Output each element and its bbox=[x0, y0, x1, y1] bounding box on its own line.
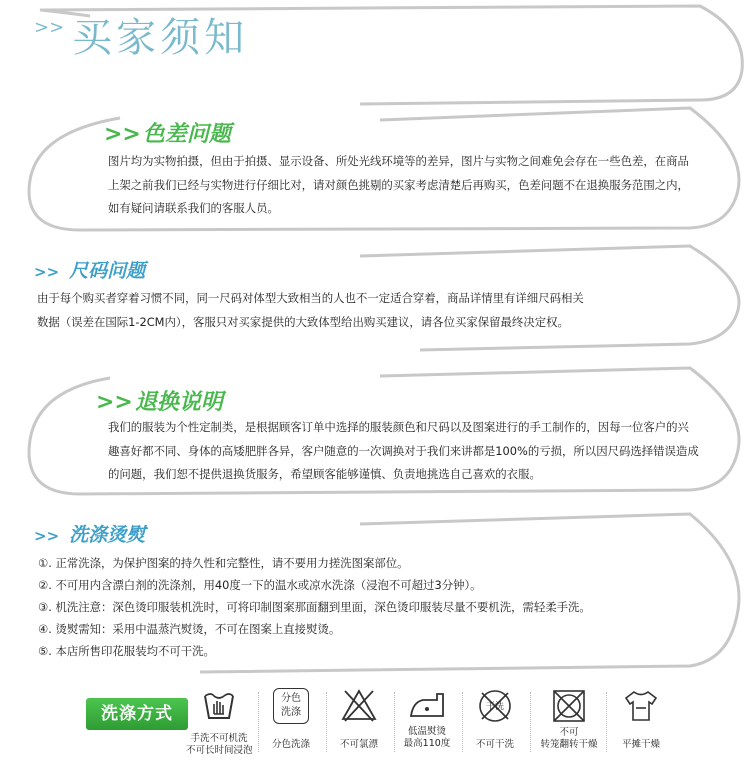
hand-wash-icon bbox=[202, 688, 236, 722]
wash-item-iron bbox=[394, 688, 460, 750]
section-title-text: 洗涤烫熨 bbox=[69, 524, 146, 546]
section-arrow-icon: >> bbox=[34, 263, 60, 281]
text-line: ③. 机洗注意：深色烫印服装机洗时，可将印制图案那面翻到里面，深色烫印服装尽量不要机洗，需轻柔手洗。 bbox=[38, 600, 591, 614]
section-title-size bbox=[34, 256, 145, 283]
wash-item-hand-wash bbox=[186, 688, 252, 757]
divider bbox=[606, 692, 607, 752]
wash-method-badge: 洗涤方式 bbox=[86, 698, 188, 730]
wash-item-label: 分色洗涤 bbox=[271, 739, 310, 750]
wash-item-label: 低温熨烫 bbox=[407, 726, 446, 737]
text-line: 上架之前我们已经与实物进行仔细比对，请对颜色挑剔的买家考虑清楚后再购买，色差问题不在退换服务范围之内， bbox=[108, 177, 689, 192]
icon-text: 洗涤 bbox=[281, 707, 301, 718]
section-title-returns bbox=[96, 385, 223, 416]
text-line: ⑤. 本店所售印花服装均不可干洗。 bbox=[38, 644, 215, 658]
section-title-color-difference bbox=[104, 117, 231, 148]
page-title-text: 买家须知 bbox=[72, 15, 249, 61]
low-iron-icon bbox=[407, 688, 447, 722]
wash-item-no-dry-clean bbox=[462, 688, 528, 751]
icon-text: 干洗 bbox=[485, 702, 504, 712]
text-line: 数据（误差在国际1-2CM内），客服只对买家提供的大致体型给出购买建议，请各位买家保留最终决定权。 bbox=[37, 314, 569, 329]
divider bbox=[530, 692, 531, 752]
text-line: 如有疑问请联系我们的客服人员。 bbox=[108, 201, 279, 215]
no-bleach-icon bbox=[340, 688, 378, 724]
wash-item-label: 最高110度 bbox=[403, 738, 451, 749]
text-line: ②. 不可用内含漂白剂的洗涤剂，用40度一下的温水或凉水洗涤（浸泡不可超过3分钟）。 bbox=[38, 578, 482, 592]
wash-item-no-bleach bbox=[326, 688, 392, 751]
text-line: 图片均为实物拍摄，但由于拍摄、显示设备、所处光线环境等的差异，图片与实物之间难免会存在一些色差，在商品 bbox=[108, 154, 689, 168]
wash-item-label: 手洗不可机洗 bbox=[190, 733, 248, 744]
text-line: ④. 烫熨需知：采用中温蒸汽熨烫，不可在图案上直接熨烫。 bbox=[38, 622, 341, 636]
icon-text: 分色 bbox=[281, 693, 301, 704]
page-title bbox=[34, 6, 248, 63]
wash-item-label: 不可氯漂 bbox=[339, 739, 378, 750]
section-body-size bbox=[37, 287, 584, 334]
section-title-text: 色差问题 bbox=[142, 122, 231, 147]
wash-item-label: 不可干洗 bbox=[475, 739, 514, 750]
title-arrow-icon: >> bbox=[34, 17, 65, 38]
wash-item-label: 不可长时间浸泡 bbox=[186, 745, 253, 756]
section-body-washing bbox=[38, 552, 591, 662]
no-dry-clean-icon bbox=[477, 688, 513, 724]
text-line: 我们的服装为个性定制类，是根据顾客订单中选择的服装颜色和尺码以及图案进行的手工制作的，因每一位客户的兴 bbox=[108, 420, 689, 434]
section-title-text: 退换说明 bbox=[134, 390, 223, 415]
section-body-color-difference bbox=[108, 150, 689, 221]
wash-item-no-tumble-dry bbox=[536, 688, 602, 751]
section-body-returns bbox=[108, 416, 699, 487]
text-line: ①. 正常洗涤，为保护图案的持久性和完整性，请不要用力搓洗图案部位。 bbox=[38, 556, 409, 570]
wash-item-label: 平摊干燥 bbox=[621, 739, 660, 750]
wash-item-label: 不可 bbox=[559, 727, 579, 738]
separate-wash-icon bbox=[273, 688, 309, 724]
text-line: 的问题，我们恕不提供退换货服务，希望顾客能够谨慎、负责地挑选自己喜欢的衣服。 bbox=[108, 467, 541, 481]
wash-item-separate bbox=[258, 688, 324, 751]
section-title-washing bbox=[34, 520, 145, 547]
wash-item-label: 转笼翻转干燥 bbox=[540, 739, 598, 750]
section-arrow-icon: >> bbox=[96, 390, 133, 415]
wash-item-flat-dry bbox=[608, 688, 674, 751]
text-line: 由于每个购买者穿着习惯不同，同一尺码对体型大致相当的人也不一定适合穿着，商品详情里有详细尺码相关 bbox=[37, 291, 584, 305]
text-line: 趣喜好都不同、身体的高矮肥胖各异，客户随意的一次调换对于我们来讲都是100%的亏损，所以因尺码选择错误造成 bbox=[108, 443, 699, 458]
no-tumble-dry-icon bbox=[551, 688, 587, 724]
section-arrow-icon: >> bbox=[34, 527, 60, 545]
section-arrow-icon: >> bbox=[104, 122, 141, 147]
section-title-text: 尺码问题 bbox=[69, 260, 146, 282]
flat-dry-icon bbox=[622, 688, 660, 724]
